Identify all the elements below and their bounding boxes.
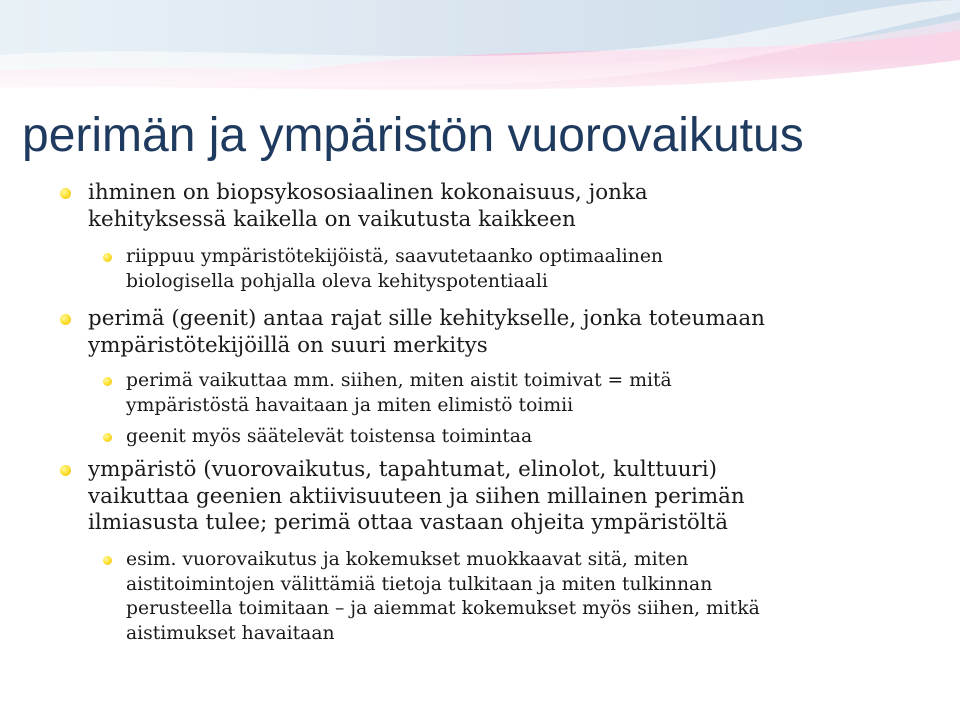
bullet-line: geenit myös säätelevät toistensa toimintaa: [126, 426, 533, 447]
bullet-dot-icon: [60, 465, 71, 476]
bullet-dot-icon: [103, 377, 112, 386]
bullet-dot-icon: [103, 433, 112, 442]
bullet-line: biologisella pohjalla oleva kehityspotentiaali: [126, 270, 548, 292]
bullet-line: ilmiasusta tulee; perimä ottaa vastaan ohjeita ympäristöltä: [88, 510, 729, 535]
bullet-line: aistimukset havaitaan: [126, 622, 335, 644]
bullet-line: perimä (geenit) antaa rajat sille kehitykselle, jonka toteumaan: [88, 306, 765, 331]
bullet-line: ihminen on biopsykososiaalinen kokonaisuus, jonka: [88, 180, 648, 205]
bullet-line: kehityksessä kaikella on vaikutusta kaikkeen: [88, 206, 576, 232]
bullet-dot-icon: [60, 188, 71, 199]
bullet-line: esim. vuorovaikutus ja kokemukset muokkaavat sitä, miten: [126, 549, 689, 570]
bullet-line: perimä vaikuttaa mm. siihen, miten aistit toimivat = mitä: [126, 370, 672, 391]
bullet-line: ympäristötekijöillä on suuri merkitys: [88, 332, 488, 358]
bullet-dot-icon: [103, 253, 112, 262]
bullet-dot-icon: [103, 556, 112, 565]
slide-title: perimän ja ympäristön vuorovaikutus: [22, 109, 804, 162]
bullet-line: aistitoimintojen välittämiä tietoja tulkitaan ja miten tulkinnan: [126, 573, 713, 595]
bullet-line: perusteella toimitaan – ja aiemmat kokemukset myös siihen, mitkä: [126, 598, 760, 619]
bullet-dot-icon: [60, 314, 71, 325]
bullet-line: vaikuttaa geenien aktiivisuuteen ja siihen millainen perimän: [88, 483, 745, 509]
bullet-line: ympäristö (vuorovaikutus, tapahtumat, elinolot, kulttuuri): [88, 457, 717, 482]
bullet-line: ympäristöstä havaitaan ja miten elimistö toimii: [126, 394, 574, 416]
bullet-line: riippuu ympäristötekijöistä, saavutetaanko optimaalinen: [126, 246, 663, 267]
